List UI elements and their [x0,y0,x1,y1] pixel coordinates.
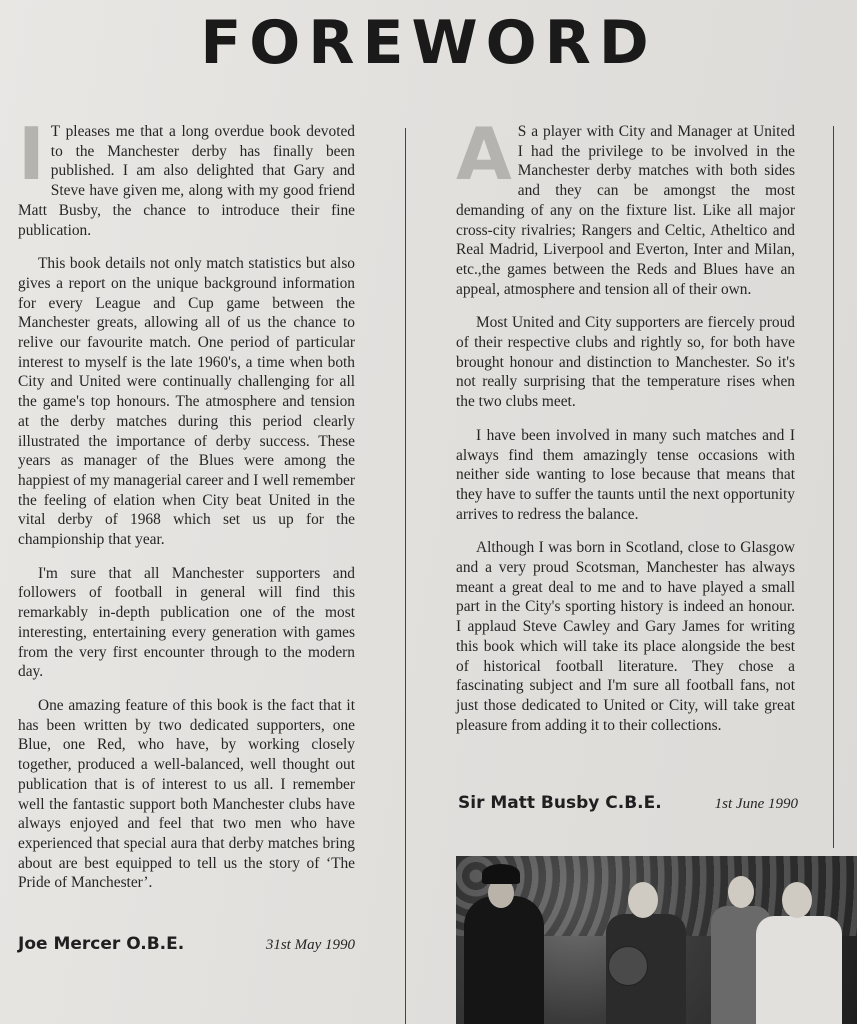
team-photo [456,856,857,1024]
paragraph-text: T pleases me that a long overdue book devoted to the Manchester derby has finally been published. I am also delighted that Gary and Steve have given me, along with my good friend Matt Busby, the chance to introduce their fine publication. [18,123,355,239]
player-head [628,882,658,918]
paragraph: Most United and City supporters are fiercely proud of their respective clubs and rightly so, for both have brought honour and distinction to Manchester. So it's not really surprising that the temperature rises when the two clubs meet. [456,314,795,411]
signature-block [458,793,798,813]
drop-cap: I [18,112,45,196]
paragraph: This book details not only match statistics but also gives a report on the unique background information for every League and Cup game between the Manchester greats, allowing all of us the chance to relive our favourite match. One period of particular interest to myself is the late 1960's, a time when both City and United were continually challenging for all the game's top honours. The atmosphere and tension at the derby matches during this period clearly illustrated the importance of derby success. These years as manager of the Blues were among the happiest of my managerial career and I well remember the feeling of elation when City beat United in the vital derby of 1968 which set us up for the championship that year. [18,255,355,549]
player-head [728,876,754,908]
helmet [482,864,520,884]
policeman-figure [464,896,544,1024]
player-figure [756,916,842,1024]
player-head [782,882,812,918]
paragraph: I'm sure that all Manchester supporters and followers of football in general will find this remarkably in-depth publication one of the most interesting, entertaining every generation with games from the very first encounter through to the modern day. [18,564,355,681]
signature-date: 31st May 1990 [265,937,355,953]
signature-block [18,934,355,954]
paragraph-text: S a player with City and Manager at United I had the privilege to be involved in the Manchester derby matches with both sides and they can be amongst the most demanding of any on the fixture list. Like all major cross-city rivalries; Rangers and Celtic, Atheltico and Real Madrid, Liverpool and Everton, Inter and Milan, etc.,the games between the Reds and Blues have an appeal, atmosphere and tension all of their own. [456,123,795,298]
page-title: FOREWORD [200,8,657,78]
column-divider [405,128,406,1024]
paragraph: One amazing feature of this book is the fact that it has been written by two dedicated supporters, one Blue, one Red, who have, by working closely together, produced a well-balanced, well thought out publication that is of interest to us all. I remember well the fantastic support both Manchester clubs have always enjoyed and feel that two men who have experienced that special aura that derby matches bring about are best equipped to tell us the story of ‘The Pride of Manchester’. [18,696,355,892]
football [608,946,648,986]
signature-date: 1st June 1990 [714,796,798,812]
drop-cap: A [456,112,512,196]
signature-name: Joe Mercer O.B.E. [18,934,185,954]
left-column [18,112,355,907]
paragraph: Although I was born in Scotland, close to Glasgow and a very proud Scotsman, Manchester has always meant a great deal to me and to have played a small part in the City's sporting history is indeed an honour. I applaud Steve Cawley and Gary James for writing this book which will take its place alongside the best of historical football literature. They chose a fascinating subject and I'm sure all football fans, not just those dedicated to United or City, will take great pleasure from adding it to their collections. [456,539,795,734]
paragraph [18,112,355,240]
right-column [456,112,795,749]
signature-name: Sir Matt Busby C.B.E. [458,793,662,813]
column-divider [833,126,834,848]
paragraph: I have been involved in many such matches and I always find them amazingly tense occasions with neither side wanting to lose because that means that they have to suffer the taunts until the next opportunity arrives to redress the balance. [456,426,795,523]
paragraph [456,112,795,299]
